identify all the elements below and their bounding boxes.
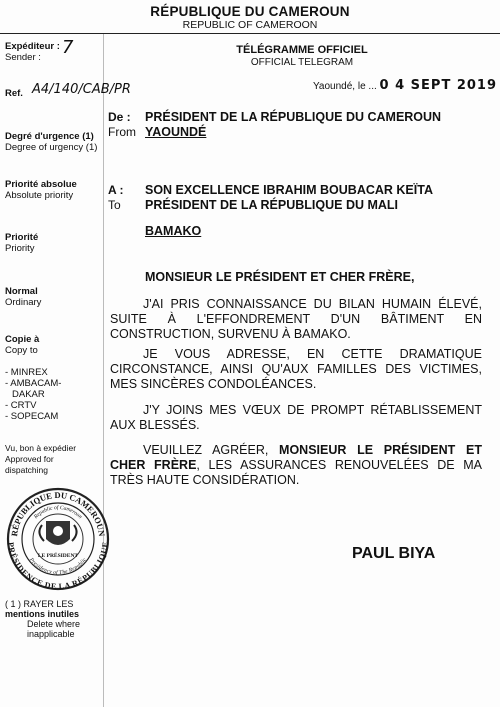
to-value-line2: PRÉSIDENT DE LA RÉPUBLIQUE DU MALI <box>145 198 399 212</box>
from-value: PRÉSIDENT DE LA RÉPUBLIQUE DU CAMEROUN <box>145 110 442 124</box>
svg-text:Republic of Cameroon <box>32 504 83 521</box>
copy-item: - CRTV <box>5 400 37 411</box>
ref-label: Ref. <box>5 88 23 99</box>
presidential-seal-stamp <box>6 487 110 591</box>
salutation: MONSIEUR LE PRÉSIDENT ET CHER FRÈRE, <box>145 270 415 284</box>
ordinary-field: Normal Ordinary <box>5 286 42 308</box>
coat-of-arms-icon <box>39 521 76 545</box>
header-divider <box>0 33 500 34</box>
sender-value: 7 <box>62 37 74 58</box>
copy-list <box>5 367 61 422</box>
date-line <box>313 78 497 93</box>
paragraph-4: VEUILLEZ AGRÉER, MONSIEUR LE PRÉSIDENT ET CHER FRÈRE, LES ASSURANCES RENOUVELÉES DE MA TRÈS HAUTE CONSIDÉRATION. <box>110 443 482 487</box>
urgency-field: Degré d'urgence (1) Degree of urgency (1) <box>5 131 98 153</box>
sender-label-en: Sender : <box>5 52 41 63</box>
paragraph-2: JE VOUS ADRESSE, EN CETTE DRAMATIQUE CIRCONSTANCE, AINSI QU'AUX FAMILLES DES VICTIMES, MES SINCÈRES CONDOLÉANCES. <box>110 347 482 391</box>
telegram-title-fr: TÉLÉGRAMME OFFICIEL <box>236 44 368 56</box>
sender-field <box>5 41 60 63</box>
paragraph-1: J'AI PRIS CONNAISSANCE DU BILAN HUMAIN ÉLEVÉ, SUITE À L'EFFONDREMENT D'UN BÂTIMENT EN CONSTRUCTION, SURVENU À BAMAKO. <box>110 297 482 341</box>
priority-field: Priorité Priority <box>5 232 39 254</box>
to-label: A : To <box>108 183 124 212</box>
sender-label-fr: Expéditeur : <box>5 41 60 52</box>
stamp-inner-top: Republic of Cameroon <box>33 504 83 521</box>
footer-note: ( 1 ) RAYER LES mentions inutiles Delete where inapplicable <box>5 599 81 639</box>
stamp-inner-bottom: Presidency of The Republic <box>27 557 89 577</box>
from-label: De : From <box>108 110 136 139</box>
date-prefix: Yaoundé, le ... <box>313 81 377 92</box>
absolute-priority-field: Priorité absolue Absolute priority <box>5 179 77 201</box>
svg-text:Presidency of The Republic <box>27 556 88 576</box>
copy-item: - SOPECAM <box>5 411 59 422</box>
copy-item: - MINREX <box>5 367 48 378</box>
stamp-center-text: LE PRÉSIDENT <box>37 553 79 559</box>
copy-item: DAKAR <box>12 389 45 400</box>
from-city: YAOUNDÉ <box>145 125 207 139</box>
to-value-line1: SON EXCELLENCE IBRAHIM BOUBACAR KEÏTA <box>145 183 433 197</box>
ref-value: A4/140/CAB/PR <box>32 82 131 97</box>
header-title-en: REPUBLIC OF CAMEROON <box>182 19 318 31</box>
date-stamp: 0 4 SEPT 2019 <box>379 78 498 93</box>
header-title-fr: RÉPUBLIQUE DU CAMEROUN <box>150 4 350 19</box>
to-city: BAMAKO <box>145 224 202 238</box>
signature-name: PAUL BIYA <box>352 545 436 562</box>
svg-text:PRÉSIDENCE DE LA RÉPUBLIQUE <box>6 542 109 591</box>
stamp-outer-top: RÉPUBLIQUE DU CAMEROUN <box>9 489 107 537</box>
telegram-title-en: OFFICIAL TELEGRAM <box>250 57 354 68</box>
stamp-outer-bottom: PRÉSIDENCE DE LA RÉPUBLIQUE <box>6 541 110 591</box>
copy-to-field: Copie à Copy to <box>5 334 40 356</box>
copy-item: - AMBACAM- <box>5 378 62 389</box>
approved-field: Vu, bon à expédier Approved for dispatching <box>5 443 77 475</box>
paragraph-3: J'Y JOINS MES VŒUX DE PROMPT RÉTABLISSEMENT AUX BLESSÉS. <box>110 403 482 432</box>
sidebar-divider <box>103 34 104 707</box>
